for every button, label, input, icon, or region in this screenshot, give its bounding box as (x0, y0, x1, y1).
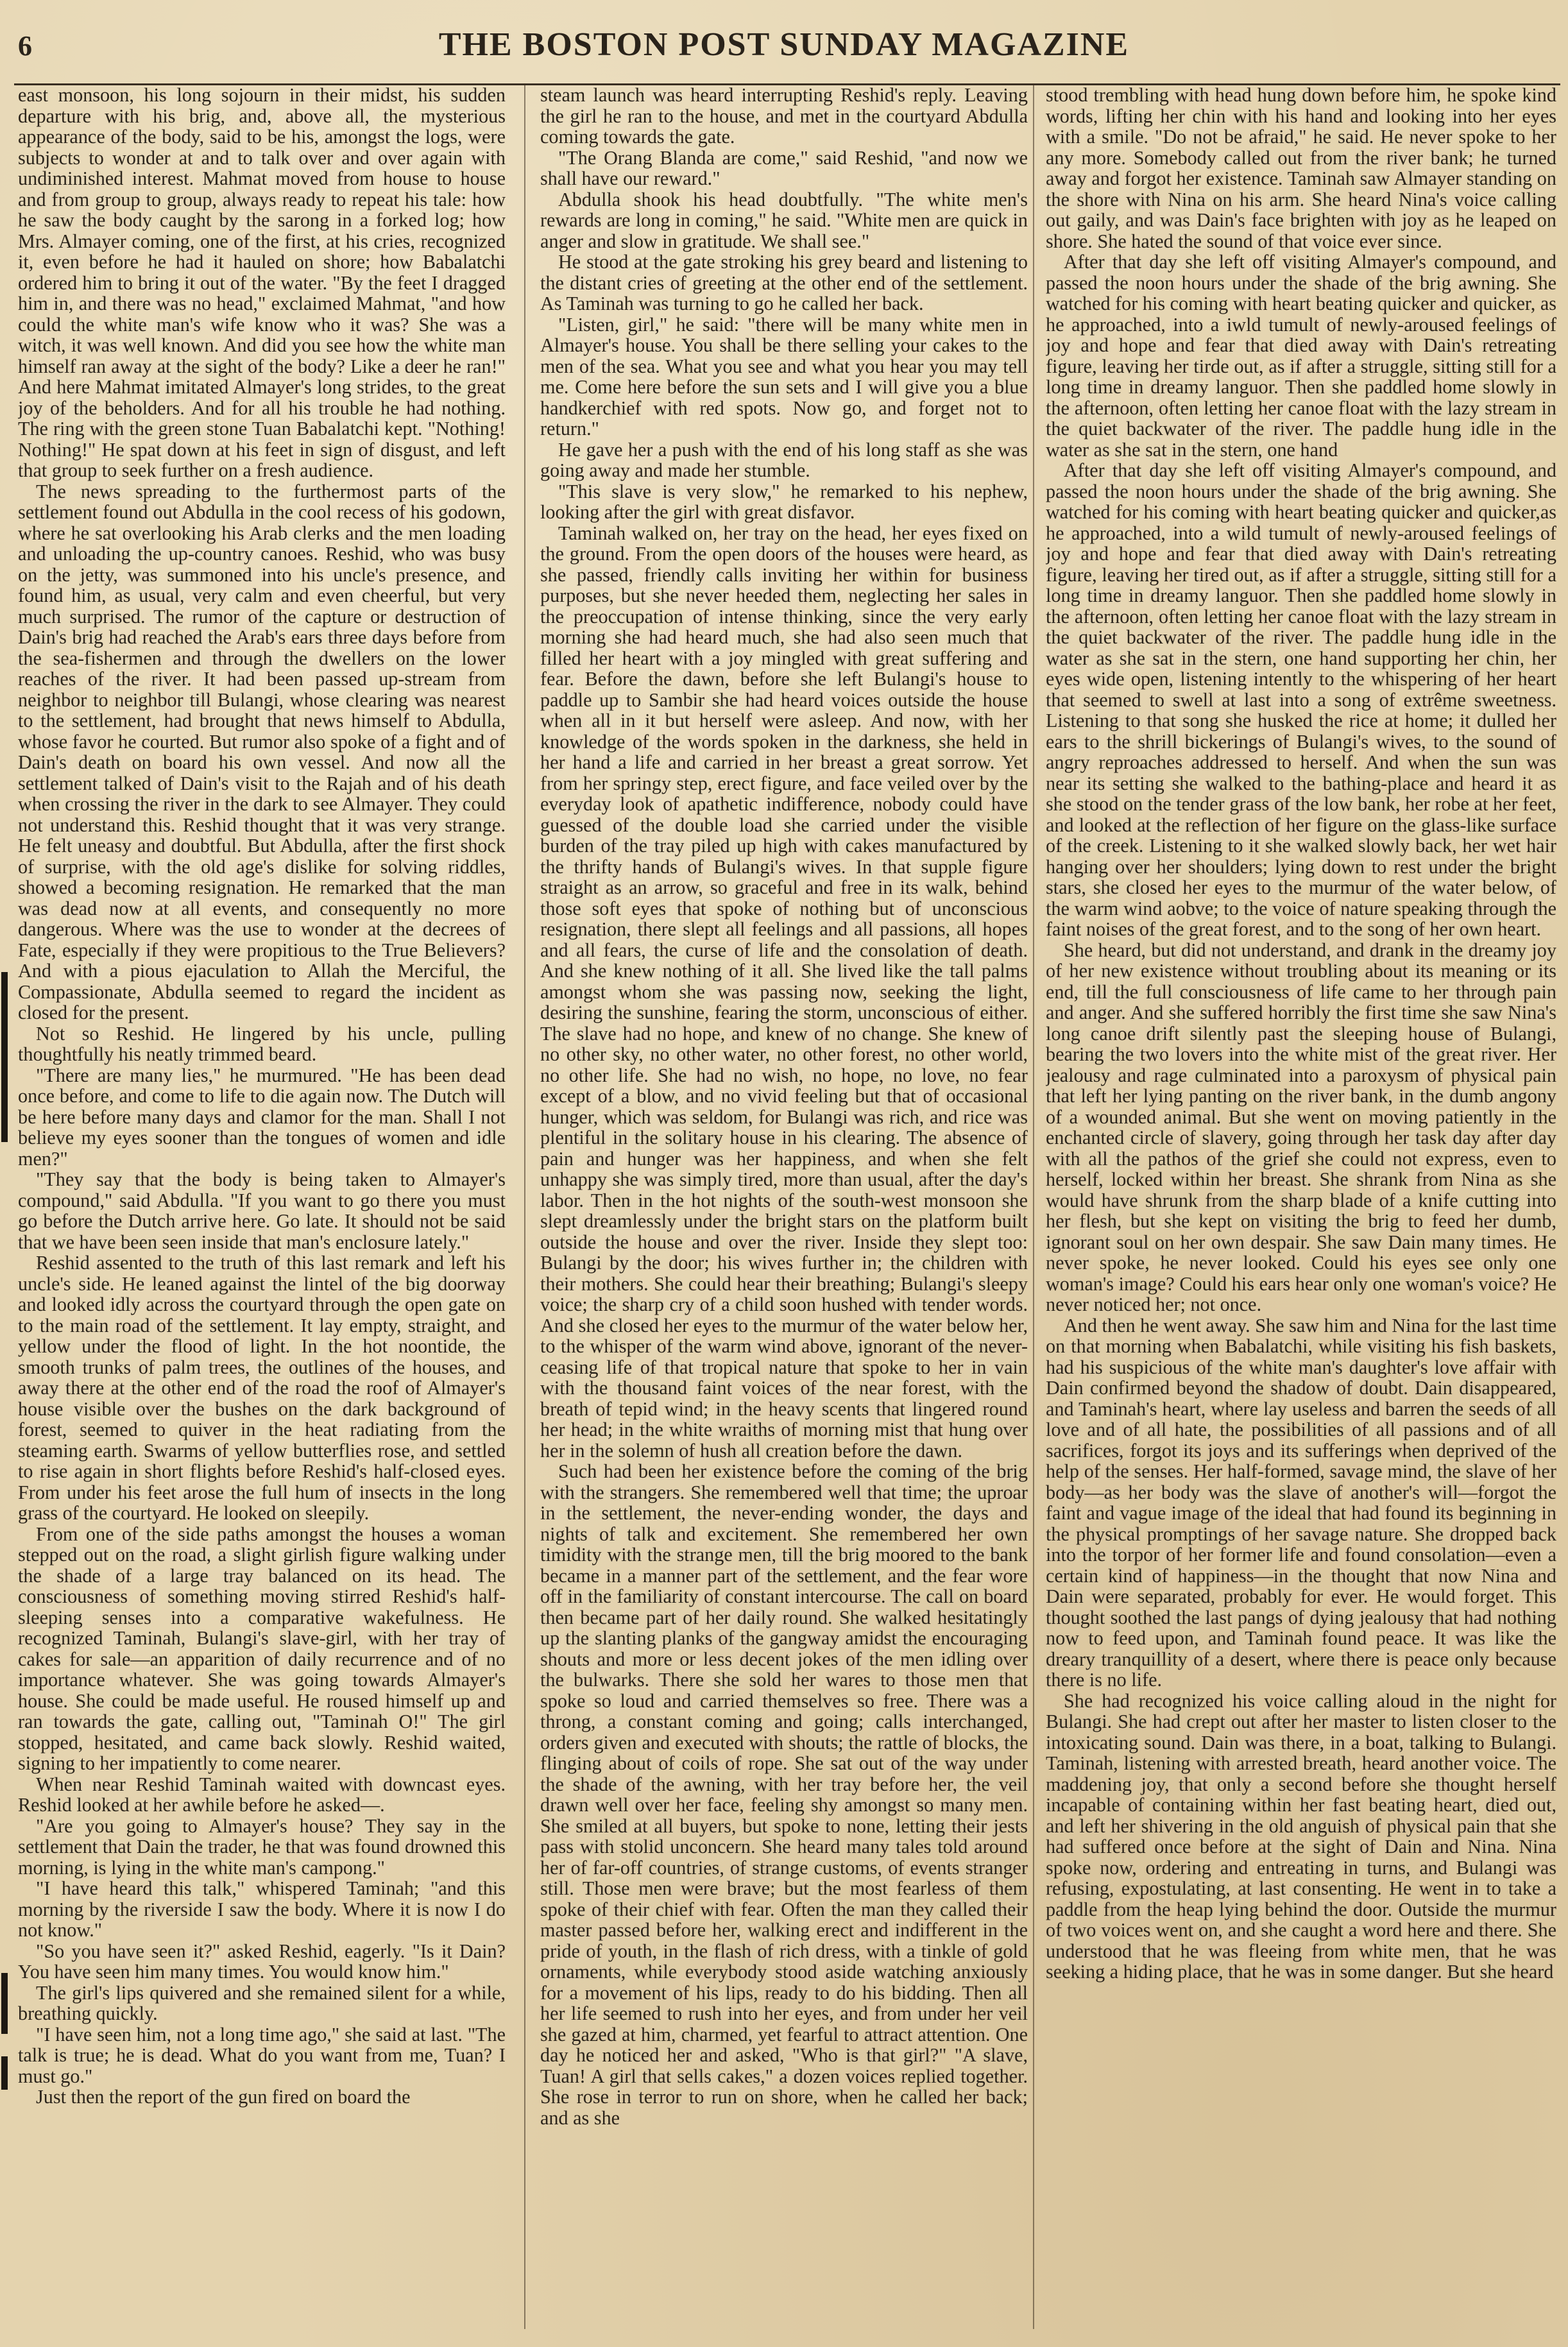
margin-ink-mark (1, 972, 8, 1142)
paragraph: After that day she left off visiting Almayer's compound, and passed the noon hours under the shade of the brig awning. She watched for his coming with heart beating quicker and quicker,as he approached, into a wild tumult of newly-aroused feelings of joy and hope and fear that died away with Dain's retreating figure, leaving her tired out, as if after a struggle, sitting still for a long time in dreamy languor. Then she paddled home slowly in the afternoon, often letting her canoe float with the lazy stream in the quiet backwater of the river. The paddle hung idle in the water as she sat in the stern, one hand supporting her chin, her eyes wide open, listening intently to the whispering of her heart that seemed to swell at last into a song of extrême sweetness. Listening to that song she husked the rice at home; it dulled her ears to the shrill bickerings of Bulangi's wives, to the sound of angry reproaches addressed to herself. And when the sun was near its setting she walked to the bathing-place and heard it as she stood on the tender grass of the low bank, her robe at her feet, and looked at the reflection of her figure on the glass-like surface of the creek. Listening to it she walked slowly back, her wet hair hanging over her shoulders; lying down to rest under the bright stars, she closed her eyes to the murmur of the water below, of the warm wind aobve; to the voice of nature speaking through the faint noises of the great forest, and to the song of her own heart. (1046, 459, 1556, 940)
paragraph: Reshid assented to the truth of this last remark and left his uncle's side. He leaned against the lintel of the big doorway and looked idly across the courtyard through the open gate on to the main road of the settlement. It lay empty, straight, and yellow under the flood of light. In the hot noontide, the smooth trunks of palm trees, the outlines of the houses, and away there at the other end of the road the roof of Almayer's house visible over the bushes on the dark background of forest, seemed to quiver in the heat radiating from the steaming earth. Swarms of yellow butterflies rose, and settled to rise again in short flights before Reshid's half-closed eyes. From under his feet arose the full hum of insects in the long grass of the courtyard. He looked on sleepily. (18, 1252, 506, 1524)
paragraph: Not so Reshid. He lingered by his uncle, pulling thoughtfully his neatly trimmed beard. (18, 1022, 506, 1065)
paragraph: "The Orang Blanda are come," said Reshid, "and now we shall have our reward." (540, 146, 1028, 189)
paragraph: stood trembling with head hung down before him, he spoke kind words, lifting her chin with his hand and looking into her eyes with a smile. "Do not be afraid," he said. He never spoke to her any more. Somebody called out from the river bank; he turned away and forgot her existence. Taminah saw Almayer standing on the shore with Nina on his arm. She heard Nina's voice calling out gaily, and was Dain's face brighten with joy as he leaped on shore. She hated the sound of that voice ever since. (1046, 85, 1556, 252)
paragraph: Such had been her existence before the coming of the brig with the strangers. She remembered well that time; the uproar in the settlement, the never-ending wonder, the days and nights of talk and excitement. She remembered her own timidity with the strange men, till the brig moored to the bank became in a manner part of the settlement, and the fear wore off in the familiarity of constant intercourse. The call on board then became part of her daily round. She walked hesitatingly up the slanting planks of the gangway amidst the encouraging shouts and more or less decent jokes of the men idling over the bulwarks. There she sold her wares to those men that spoke so loud and carried themselves so free. There was a throng, a constant coming and going; calls interchanged, orders given and executed with shouts; the rattle of blocks, the flinging about of coils of rope. She sat out of the way under the shade of the awning, with her tray before her, the veil drawn well over her face, feeling shy amongst so many men. She smiled at all buyers, but spoke to none, letting their jests pass with stolid unconcern. She heard many tales told around her of far-off countries, of strange customs, of events stranger still. Those men were brave; but the most fearless of them spoke of their chief with fear. Often the man they called their master passed before her, walking erect and indifferent in the pride of youth, in the flash of rich dress, with a tinkle of gold ornaments, while everybody stood aside watching anxiously for a movement of his lips, ready to do his bidding. Then all her life seemed to rush into her eyes, and from under her veil she gazed at him, charmed, yet fearful to attract attention. One day he noticed her and asked, "Who is that girl?" "A slave, Tuan! A girl that sells cakes," a dozen voices replied together. She rose in terror to run on shore, when he called her back; and as she (540, 1460, 1028, 2129)
paragraph: And then he went away. She saw him and Nina for the last time on that morning when Babalatchi, while visiting his fish baskets, had his suspicious of the white man's daughter's love affair with Dain confirmed beyond the shadow of doubt. Dain disappeared, and Taminah's heart, where lay useless and barren the seeds of all love and of all hate, the possibilities of all passions and of all sacrifices, forgot its joys and its sufferings when deprived of the help of the senses. Her half-formed, savage mind, the slave of her body—as her body was the slave of another's will—forgot the faint and vague image of the ideal that had found its beginning in the physical promptings of her savage nature. She dropped back into the torpor of her former life and found consolation—even a certain kind of happiness—in the thought that now Nina and Dain were separated, probably for ever. He would forget. This thought soothed the last pangs of dying jealousy that had nothing now to feed upon, and Taminah found peace. It was like the dreary tranquillity of a desert, where there is peace only because there is no life. (1046, 1314, 1556, 1691)
paragraph: The girl's lips quivered and she remained silent for a while, breathing quickly. (18, 1981, 506, 2024)
paragraph: The news spreading to the furthermost parts of the settlement found out Abdulla in the cool recess of his godown, where he sat overlooking his Arab clerks and the men loading and unloading the up-country canoes. Reshid, who was busy on the jetty, was summoned into his uncle's presence, and found him, as usual, very calm and even cheerful, but very much surprised. The rumor of the capture or destruction of Dain's brig had reached the Arab's ears three days before from the sea-fishermen and through the dwellers on the lower reaches of the river. It had been passed up-stream from neighbor to neighbor till Bulangi, whose clearing was nearest to the settlement, had brought that news himself to Abdulla, whose favor he courted. But rumor also spoke of a fight and of Dain's death on board his own vessel. And now all the settlement talked of Dain's visit to the Rajah and of his death when crossing the river in the dark to see Almayer. They could not understand this. Reshid thought that it was very strange. He felt uneasy and doubtful. But Abdulla, after the first shock of surprise, with the old age's dislike for solving riddles, showed a becoming resignation. He remarked that the man was dead now at all events, and consequently no more dangerous. Where was the use to wonder at the decrees of Fate, especially if they were propitious to the True Believers? And with a pious ejaculation to Allah the Merciful, the Compassionate, Abdulla seemed to regard the incident as closed for the present. (18, 480, 506, 1023)
paragraph: She heard, but did not understand, and drank in the dreamy joy of her new existence without troubling about its meaning or its end, till the full consciousness of life came to her through pain and anger. And she suffered horribly the first time she saw Nina's long canoe drift silently past the sleeping house of Bulangi, bearing the two lovers into the white mist of the great river. Her jealousy and rage culminated into a paroxysm of physical pain that left her lying panting on the river bank, in the dumb angony of a wounded animal. But she went on moving patiently in the enchanted circle of slavery, going through her task day after day with all the pathos of the grief she could not express, even to herself, locked within her breast. She shrank from Nina as she would have shrunk from the sharp blade of a knife cutting into her flesh, but she kept on visiting the brig to feed her dumb, ignorant soul on her own despair. She saw Dain many times. He never spoke, he never looked. Could his eyes see only one woman's image? Could his ears hear only one woman's voice? He never noticed her; not once. (1046, 939, 1556, 1315)
paragraph: east monsoon, his long sojourn in their midst, his sudden departure with his brig, and, above all, the mysterious appearance of the body, said to be his, amongst the logs, were subjects to wonder at and to talk over and over again with undiminished interest. Mahmat moved from house to house and from group to group, always ready to repeat his tale: how he saw the body caught by the sarong in a forked log; how Mrs. Almayer coming, one of the first, at his cries, recognized it, even before he had it hauled on shore; how Babalatchi ordered him to bring it out of the water. "By the feet I dragged him in, and there was no head," exclaimed Mahmat, "and how could the white man's wife know who it was? She was a witch, it was well known. And did you see how the white man himself ran away at the sight of the body? Like a deer he ran!" And here Mahmat imitated Almayer's long strides, to the great joy of the beholders. And for all his trouble he had nothing. The ring with the green stone Tuan Babalatchi kept. "Nothing! Nothing!" He spat down at his feet in sign of disgust, and left that group to seek further on a fresh audience. (18, 85, 506, 481)
paragraph: He gave her a push with the end of his long staff as she was going away and made her stumble. (540, 438, 1028, 481)
paragraph: "Are you going to Almayer's house? They say in the settlement that Dain the trader, he that was found drowned this morning, is lying in the white man's campong." (18, 1814, 506, 1879)
paragraph: "Listen, girl," he said: "there will be many white men in Almayer's house. You shall be there selling your cakes to the men of the sea. What you see and what you hear you may tell me. Come here before the sun sets and I will give you a blue handkerchief with red spots. Now go, and forget not to return." (540, 313, 1028, 440)
paragraph: From one of the side paths amongst the houses a woman stepped out on the road, a slight girlish figure walking under the shade of a large tray balanced on its head. The consciousness of something moving stirred Reshid's half-sleeping senses into a comparative wakefulness. He recognized Taminah, Bulangi's slave-girl, with her tray of cakes for sale—an apparition of daily recurrence and of no importance whatever. She was going towards Almayer's house. She could be made useful. He roused himself up and ran towards the gate, calling out, "Taminah O!" The girl stopped, hesitated, and came back slowly. Reshid waited, signing to her impatiently to come nearer. (18, 1523, 506, 1774)
paragraph: "There are many lies," he murmured. "He has been dead once before, and come to life to die again now. The Dutch will be here before many days and clamor for the man. Shall I not believe my eyes sooner than the tongues of women and idle men?" (18, 1064, 506, 1170)
masthead-title: THE BOSTON POST SUNDAY MAGAZINE (438, 26, 1130, 63)
paragraph: "This slave is very slow," he remarked to his nephew, looking after the girl with great disfavor. (540, 480, 1028, 523)
margin-ink-mark (1, 1973, 8, 2034)
paragraph: "So you have seen it?" asked Reshid, eagerly. "Is it Dain? You have seen him many times. You would know him." (18, 1940, 506, 1983)
margin-ink-mark (1, 2056, 8, 2090)
column-divider (1033, 83, 1034, 2329)
page-number: 6 (18, 30, 32, 62)
text-column-1 (18, 85, 506, 2330)
text-column-2 (540, 85, 1028, 2330)
text-column-3 (1046, 85, 1556, 2330)
paragraph: Taminah walked on, her tray on the head, her eyes fixed on the ground. From the open doors of the houses were heard, as she passed, friendly calls inviting her within for business purposes, but she never heeded them, neglecting her sales in the preoccupation of intense thinking, since the very early morning she had heard much, she had also seen much that filled her heart with a joy mingled with great suffering and fear. Before the dawn, before she left Bulangi's house to paddle up to Sambir she had heard voices outside the house when all in it but herself were asleep. And now, with her knowledge of the words spoken in the darkness, she held in her hand a life and carried in her breast a great sorrow. Yet from her springy step, erect figure, and face veiled over by the everyday look of apathetic indifference, nobody could have guessed of the double load she carried under the visible burden of the tray piled up high with cakes manufactured by the thrifty hands of Bulangi's wives. In that supple figure straight as an arrow, so graceful and free in its walk, behind those soft eyes that spoke of nothing but of unconscious resignation, there slept all feelings and all passions, all hopes and all fears, the curse of life and the consolation of death. And she knew nothing of it all. She lived like the tall palms amongst whom she was passing now, seeking the light, desiring the sunshine, fearing the storm, unconscious of either. The slave had no hope, and knew of no change. She knew of no other sky, no other water, no other forest, no other world, no other life. She had no wish, no hope, no love, no fear except of a blow, and no vivid feeling but that of occasional hunger, which was seldom, for Bulangi was rich, and rice was plentiful in the solitary house in his clearing. The absence of pain and hunger was her happiness, and when she felt unhappy she was simply tired, more than usual, after the day's labor. Then in the hot nights of the south-west monsoon she slept dreamlessly under the bright stars on the platform built outside the house and over the river. Inside they slept too: Bulangi by the door; his wives further in; the children with their mothers. She could hear their breathing; Bulangi's sleepy voice; the sharp cry of a child soon hushed with tender words. And she closed her eyes to the murmur of the water below her, to the whisper of the warm wind above, ignorant of the never-ceasing life of that tropical nature that spoke to her in vain with the thousand faint voices of the near forest, with the breath of tepid wind; in the heavy scents that lingered round her head; in the white wraiths of morning mist that hung over her in the solemn of hush all creation before the dawn. (540, 522, 1028, 1462)
page-header (0, 26, 1568, 64)
paragraph: After that day she left off visiting Almayer's compound, and passed the noon hours under the shade of the brig awning. She watched for his coming with heart beating quicker and quicker, as he approached, into a iwld tumult of newly-aroused feelings of joy and hope and fear that died away with Dain's retreating figure, leaving her tirde out, as if after a struggle, sitting still for a long time in dreamy languor. Then she paddled home slowly in the afternoon, often letting her canoe float with the lazy stream in the quiet backwater of the river. The paddle hung idle in the water as she sat in the stern, one hand (1046, 251, 1556, 461)
paragraph: She had recognized his voice calling aloud in the night for Bulangi. She had crept out after her master to listen closer to the intoxicating sound. Dain was there, in a boat, talking to Bulangi. Taminah, listening with arrested breath, heard another voice. The maddening joy, that only a second before she thought herself incapable of containing within her fast beating heart, died out, and left her shivering in the old anguish of physical pain that she had suffered once before at the sight of Dain and Nina. Nina spoke now, ordering and entreating in turns, and Bulangi was refusing, expostulating, at last consenting. He went in to take a paddle from the heap lying behind the door. Outside the murmur of two voices went on, and she caught a word here and there. She understood that he was fleeing from white men, that he was seeking a hiding place, that he was in some danger. But she heard (1046, 1689, 1556, 1983)
paragraph: Abdulla shook his head doubtfully. "The white men's rewards are long in coming," he said. "White men are quick in anger and slow in gratitude. We shall see." (540, 188, 1028, 252)
column-divider (524, 83, 525, 2329)
paragraph: "I have heard this talk," whispered Taminah; "and this morning by the riverside I saw the body. Where it is now I do not know." (18, 1877, 506, 1941)
paragraph: Just then the report of the gun fired on board the (36, 2086, 411, 2108)
paragraph: steam launch was heard interrupting Reshid's reply. Leaving the girl he ran to the house, and met in the courtyard Abdulla coming towards the gate. (540, 85, 1028, 148)
paragraph: "I have seen him, not a long time ago," she said at last. "The talk is true; he is dead. What do you want from me, Tuan? I must go." (18, 2023, 506, 2087)
paragraph: He stood at the gate stroking his grey beard and listening to the distant cries of greeting at the other end of the settlement. As Taminah was turning to go he called her back. (540, 251, 1028, 314)
paragraph: When near Reshid Taminah waited with downcast eyes. Reshid looked at her awhile before he asked—. (18, 1773, 506, 1816)
paragraph: "They say that the body is being taken to Almayer's compound," said Abdulla. "If you want to go there you must go before the Dutch arrive here. Go late. It should not be said that we have been seen inside that man's enclosure lately." (18, 1168, 506, 1253)
